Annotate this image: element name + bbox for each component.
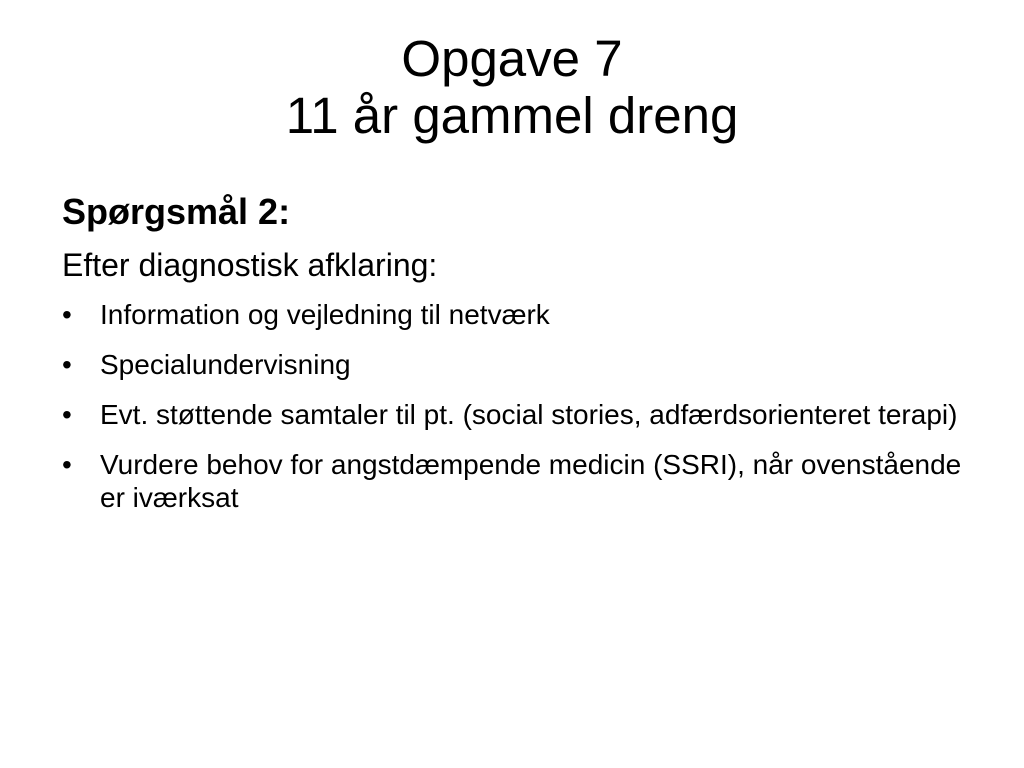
list-item xyxy=(62,398,982,431)
list-item-text: Evt. støttende samtaler til pt. (social stories, adfærdsorienteret terapi) xyxy=(100,399,958,430)
slide-body xyxy=(62,190,982,531)
bullet-icon: • xyxy=(62,399,72,430)
list-item-text: Specialundervisning xyxy=(100,349,351,380)
list-item-text: Vurdere behov for angstdæmpende medicin (SSRI), når ovenstående er iværksat xyxy=(100,449,962,513)
title-line-2: 11 år gammel dreng xyxy=(285,87,739,144)
intro-text: Efter diagnostisk afklaring: xyxy=(62,247,438,283)
list-item xyxy=(62,298,982,331)
slide-title xyxy=(0,30,1024,144)
bullet-icon: • xyxy=(62,349,72,380)
bullet-icon: • xyxy=(62,449,72,480)
title-line-1: Opgave 7 xyxy=(401,30,623,87)
bullet-list xyxy=(62,298,982,514)
list-item-text: Information og vejledning til netværk xyxy=(100,299,550,330)
list-item xyxy=(62,348,982,381)
question-heading: Spørgsmål 2: xyxy=(62,191,291,232)
bullet-icon: • xyxy=(62,299,72,330)
list-item xyxy=(62,448,982,514)
